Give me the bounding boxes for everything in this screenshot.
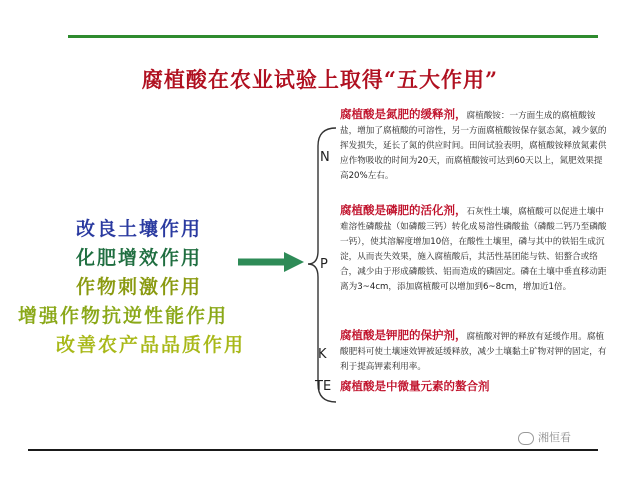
wechat-icon [518, 432, 534, 445]
nutrient-label-n: N [320, 150, 330, 165]
effect-item: 改良土壤作用 [76, 218, 203, 240]
effect-item: 增强作物抗逆性能作用 [18, 305, 229, 327]
effects-list [18, 215, 280, 360]
nutrient-label-te: TE [315, 379, 332, 394]
n-body: 腐植酸铵：一方面生成的腐植酸铵盐，增加了腐植酸的可溶性，另一方面腐植酸铵保存氨态氮，减少氨的挥发损失，延长了氮的供应时间。田间试验表明，腐植酸铵释放氮素供应作物吸收的时间为20天，而腐植酸铵可达到60天以上，氮肥效果提高20%左右。 [340, 111, 607, 181]
n-heading: 腐植酸是氮肥的缓释剂， [340, 107, 467, 121]
nutrient-label-k: K [318, 347, 327, 362]
n-block [340, 107, 608, 184]
page-title: 腐植酸在农业试验上取得“五大作用” [141, 67, 499, 92]
effect-item: 作物刺激作用 [76, 276, 203, 298]
k-body: 腐植酸对钾的释放有延缓作用。腐植酸肥料可使土壤速效钾被延缓释放，减少土壤黏土矿物对钾的固定，有利于提高钾素利用率。 [340, 332, 607, 372]
k-block [340, 328, 608, 375]
bottom-divider [28, 449, 598, 451]
effect-item: 化肥增效作用 [76, 247, 203, 269]
top-divider [68, 35, 598, 38]
watermark [518, 429, 571, 445]
watermark-text: 湘恒看 [538, 431, 571, 444]
p-block [340, 203, 608, 295]
nutrient-label-p: P [320, 257, 328, 272]
effect-item: 改善农产品品质作用 [56, 334, 246, 356]
right-arrow-icon [236, 250, 306, 274]
te-text: 腐植酸是中微量元素的螯合剂 [340, 379, 490, 393]
k-heading: 腐植酸是钾肥的保护剂， [340, 328, 467, 342]
p-body: 石灰性土壤，腐植酸可以促进土壤中难溶性磷酸盐（如磷酸三钙）转化成易溶性磷酸盐（磷酸二钙乃至磷酸一钙），使其溶解度增加10倍，在酸性土壤里，磷与其中的铁铝生成沉淀，从而丧失效果，施入腐植酸后，其活性基团能与铁、铝螯合或络合，减少由于形成磷酸铁、铝而造成的磷固定。磷在土壤中垂直移动距离为3~4cm，添加腐植酸可以增加到6~8cm，增加近1倍。 [340, 207, 607, 292]
p-heading: 腐植酸是磷肥的活化剂， [340, 203, 467, 217]
